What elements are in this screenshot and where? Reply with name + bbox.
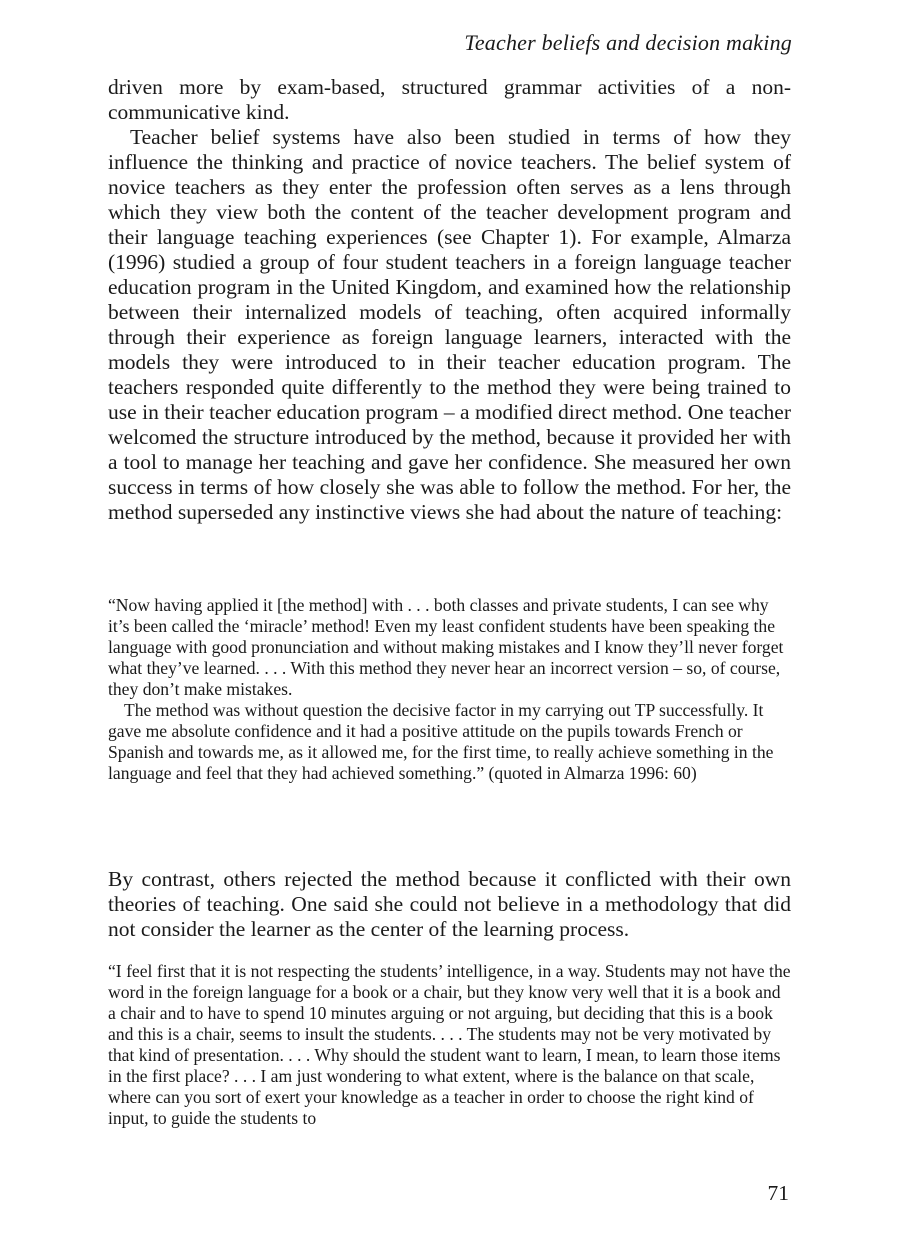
paragraph-teacher-belief-systems: Teacher belief systems have also been studied in terms of how they influence the thinking and practice of novice teachers. The belief system of novice teachers as they enter the profession often serves as a lens through which they view both the content of the teacher development program and their language teaching experiences (see Chapter 1). For example, Almarza (1996) studied a group of four student teachers in a foreign language teacher education program in the United Kingdom, and examined how the relationship between their internalized models of teaching, often acquired informally through their experience as foreign language learners, interacted with the models they were introduced to in their teacher education program. The teachers responded quite differently to the method they were being trained to use in their teacher education program – a modified direct method. One teacher welcomed the structure introduced by the method, because it provided her with a tool to manage her teaching and gave her confidence. She measured her own success in terms of how closely she was able to follow the method. For her, the method superseded any instinctive views she had about the nature of teaching: xyxy=(108,125,791,524)
block-quote-paragraph: “Now having applied it [the method] with . . . both classes and private students, I can see why it’s been called the ‘miracle’ method! Even my least confident students have been speaking the language with good pronunciation and without making mistakes and I know they’ll never forget what they’ve learned. . . . With this method they never hear an incorrect version – so, of course, they don’t make mistakes. xyxy=(108,595,784,699)
paragraph-continuation: driven more by exam-based, structured grammar activities of a non-communicative kind. xyxy=(108,75,791,124)
block-quote-almarza xyxy=(108,595,791,784)
block-quote-paragraph: “I feel first that it is not respecting the students’ intelligence, in a way. Students may not have the word in the foreign language for a book or a chair, but they know very well that it is a book and a chair and to have to spend 10 minutes arguing or not arguing, but deciding that this is a book and this is a chair, seems to insult the students. . . . The students may not be very motivated by that kind of presentation. . . . Why should the student want to learn, I mean, to learn those items in the first place? . . . I am just wondering to what extent, where is the balance on that scale, where can you sort of exert your knowledge as a teacher in order to choose the right kind of input, to guide the students to xyxy=(108,961,791,1128)
paragraph-by-contrast: By contrast, others rejected the method because it conflicted with their own theories of teaching. One said she could not believe in a methodology that did not consider the learner as the center of the learning process. xyxy=(108,867,791,941)
block-quote-paragraph: The method was without question the decisive factor in my carrying out TP successfully. It gave me absolute confidence and it had a positive attitude on the pupils towards French or Spanish and towards me, as it allowed me, for the first time, to really achieve something in the language and feel that they had achieved something.” (quoted in Almarza 1996: 60) xyxy=(108,700,774,783)
page-number: 71 xyxy=(767,1181,789,1205)
block-quote-second-teacher xyxy=(108,961,791,1129)
running-head: Teacher beliefs and decision making xyxy=(464,30,792,55)
body-text-block-2 xyxy=(108,867,791,942)
body-text-block-1 xyxy=(108,75,791,525)
